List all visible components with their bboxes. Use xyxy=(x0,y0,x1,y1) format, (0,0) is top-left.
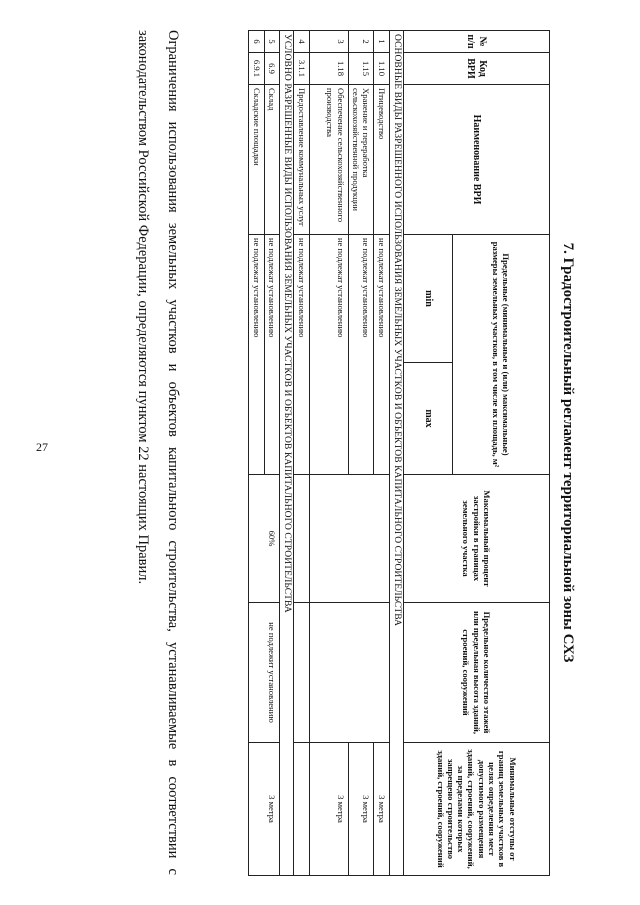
table-row xyxy=(348,31,374,876)
cell-num: 4 xyxy=(294,31,309,53)
cell-num: 3 xyxy=(309,31,348,53)
cell-code: 1.15 xyxy=(348,53,374,85)
cell-floors xyxy=(309,603,389,743)
table-row xyxy=(294,31,309,876)
header-floors: Предельное количество этажей или предельная высота зданий, строений, сооружений xyxy=(404,603,550,743)
table-row xyxy=(374,31,389,876)
cell-code: 1.18 xyxy=(309,53,348,85)
header-name: Наименование ВРИ xyxy=(404,85,550,235)
page-number: 27 xyxy=(36,440,48,454)
cell-name: Обеспечение сельскохозяйственного производства xyxy=(309,85,348,235)
header-code: Код ВРИ xyxy=(404,53,550,85)
table-header-row xyxy=(453,31,550,876)
cell-code: 1.10 xyxy=(374,53,389,85)
cell-setback: 3 метра xyxy=(348,743,374,876)
header-setbacks: Минимальные отступы от границ земельных участков в целях определения мест допустимого размещения зданий, строений, сооружений, за пределами которых запрещено строительство зданий, строений, сооружений xyxy=(404,743,550,876)
cell-percent: 60% xyxy=(249,475,280,603)
header-num: № п/п xyxy=(404,31,550,53)
cell-num: 1 xyxy=(374,31,389,53)
cell-size: не подлежат установлению xyxy=(374,235,389,475)
header-min: min xyxy=(404,235,453,363)
cell-num: 5 xyxy=(264,31,279,53)
cell-size: не подлежат установлению xyxy=(309,235,348,475)
cell-setback: 3 метра xyxy=(309,743,348,876)
cell-name: Предоставление коммунальных услуг xyxy=(294,85,309,235)
header-percent: Максимальный процент застройки в границах земельного участка xyxy=(404,475,550,603)
cell-size: не подлежат установлению xyxy=(294,235,309,475)
cell-num: 6 xyxy=(249,31,264,53)
cell-floors: не подлежит установлению xyxy=(249,603,280,743)
cell-code: 6.9 xyxy=(264,53,279,85)
cell-size: не подлежат установлению xyxy=(249,235,264,475)
cell-code: 6.9.1 xyxy=(249,53,264,85)
cell-name: Складские площадки xyxy=(249,85,264,235)
cell-floors xyxy=(294,603,309,743)
section-main-row xyxy=(389,31,403,876)
landscape-content xyxy=(60,30,580,875)
cell-num: 2 xyxy=(348,31,374,53)
document-title: 7. Градостроительный регламент территориальной зоны СХЗ xyxy=(560,242,576,663)
table-row xyxy=(309,31,348,876)
cell-size: не подлежат установлению xyxy=(264,235,279,475)
cell-percent xyxy=(294,475,309,603)
cell-name: Хранение и переработка сельскохозяйственной продукции xyxy=(348,85,374,235)
cell-size: не подлежат установлению xyxy=(348,235,374,475)
section-conditional-label: УСЛОВНО РАЗРЕШЕННЫЕ ВИДЫ ИСПОЛЬЗОВАНИЯ ЗЕМЕЛЬНЫХ УЧАСТКОВ И ОБЪЕКТОВ КАПИТАЛЬНОГО СТРОИТЕЛЬСТВА xyxy=(279,31,293,876)
section-conditional-row xyxy=(279,31,293,876)
cell-name: Птицеводство xyxy=(374,85,389,235)
cell-percent xyxy=(309,475,389,603)
section-main-label: ОСНОВНЫЕ ВИДЫ РАЗРЕШЕННОГО ИСПОЛЬЗОВАНИЯ ЗЕМЕЛЬНЫХ УЧАСТКОВ И ОБЪЕКТОВ КАПИТАЛЬНОГО СТРОИТЕЛЬСТВА xyxy=(389,31,403,876)
cell-setback xyxy=(294,743,309,876)
header-sizes: Предельные (минимальные и (или) максимальные) размеры земельных участков, в том числе их площадь, м² xyxy=(453,235,550,475)
cell-setback: 3 метра xyxy=(374,743,389,876)
table-row xyxy=(264,31,279,876)
cell-setback: 3 метра xyxy=(249,743,280,876)
regulation-table xyxy=(248,30,550,876)
header-max: max xyxy=(404,363,453,475)
cell-name: Склад xyxy=(264,85,279,235)
footer-paragraph: Ограничения использования земельных участков и объектов капитального строительства, устанавливаемые в соответствии с законодательством Российской Федерации, определяются пунктом 22 настоящих Правил. xyxy=(135,30,181,875)
cell-code: 3.1.1 xyxy=(294,53,309,85)
